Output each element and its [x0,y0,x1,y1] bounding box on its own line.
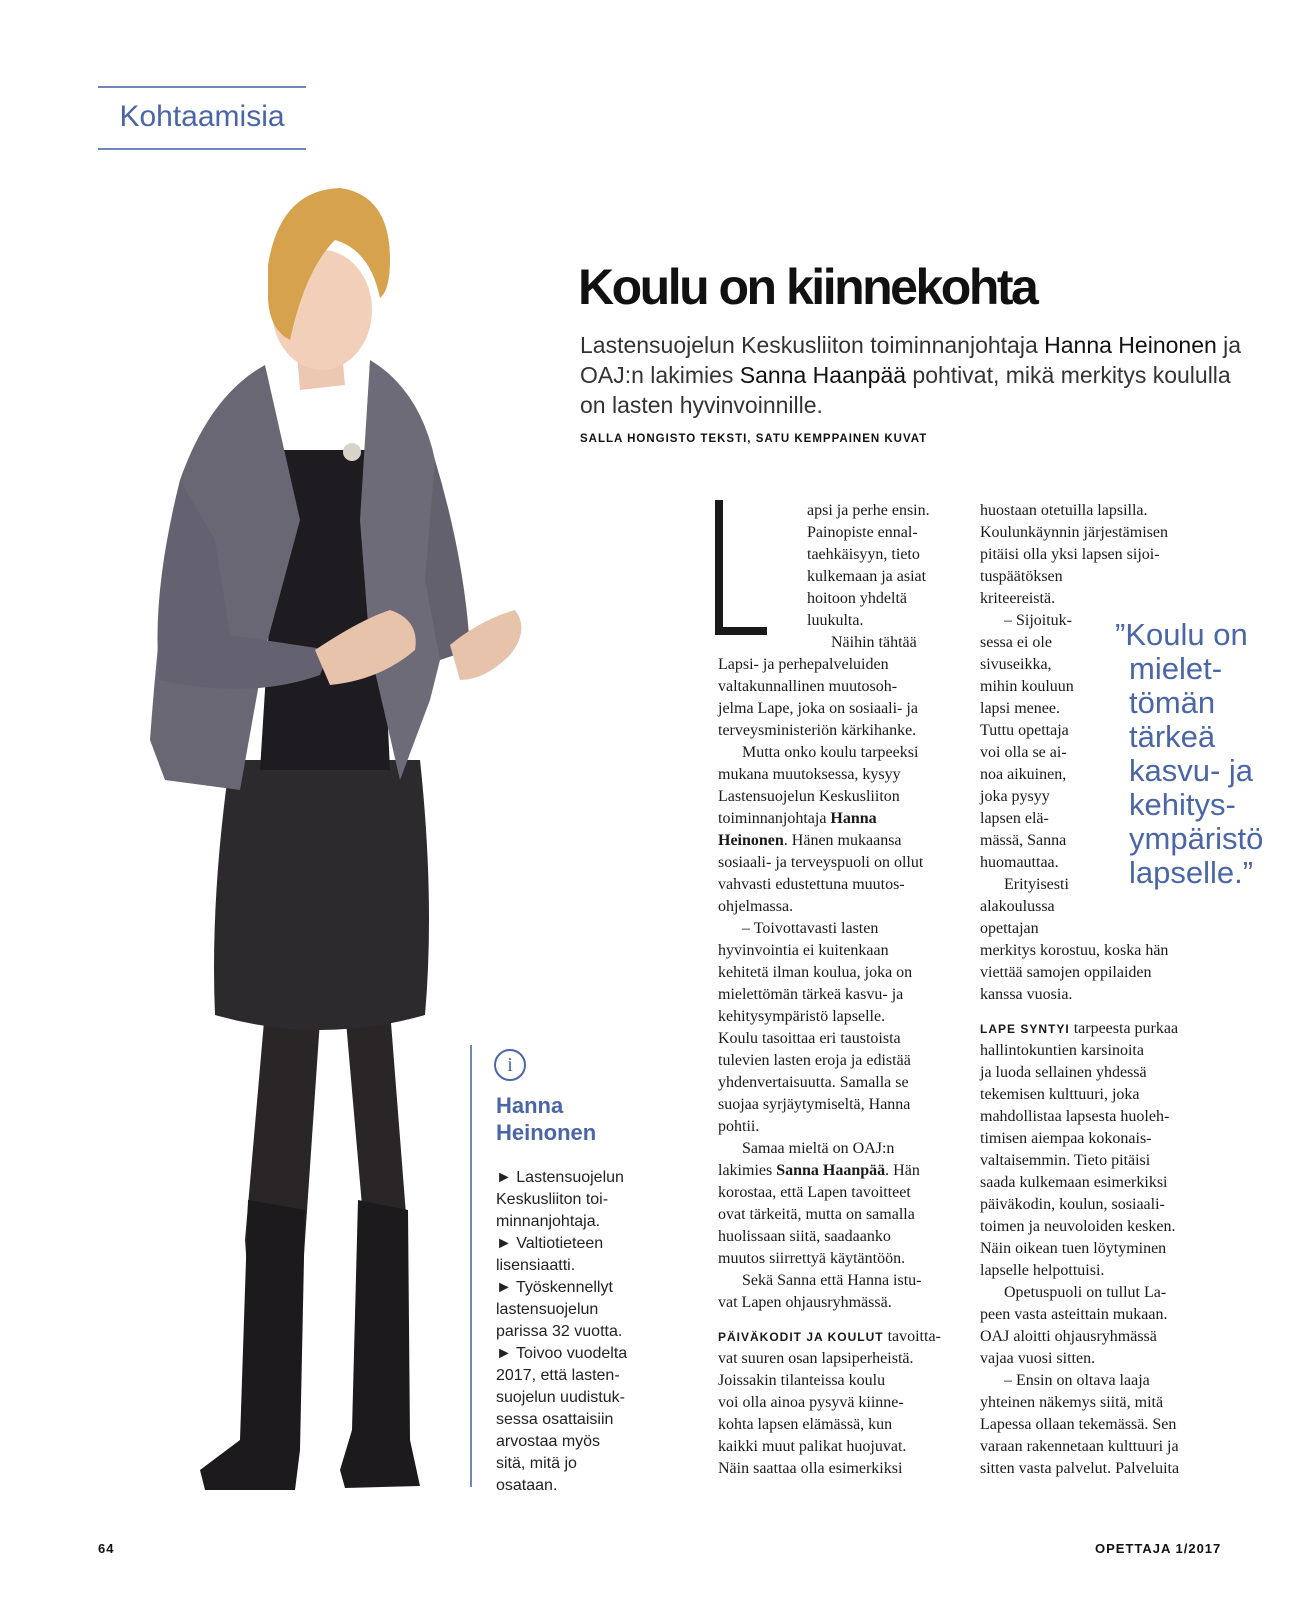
section-rule-bottom [98,148,306,150]
lead-paragraph: Lastensuojelun Keskusliiton toiminnanjohtaja Hanna Heinonen ja OAJ:n lakimies Sanna Haanpää pohtivat, mikä merkitys koululla on lasten hyvinvoinnille. [580,332,1242,418]
info-icon: i [494,1049,526,1081]
info-box-text: ► Lastensuojelun Keskusliiton toi- minnanjohtaja. ► Valtiotieteen lisensiaatti. ► Työskennellyt lastensuojelun parissa 32 vuotta. ► Toivoo vuodelta 2017, että lasten- suojelun uudistuk- sessa osattaisiin arvostaa myös sitä, mitä jo osataan. [496,1169,628,1494]
lead-name-heinonen: Hanna Heinonen [1044,332,1217,358]
subhead-kicker: PÄIVÄKODIT JA KOULUT [718,1330,884,1344]
magazine-issue: OPETTAJA 1/2017 [1095,1541,1222,1556]
section-rule-top [98,86,306,88]
article-column-1-dropcap: apsi ja perhe ensin. Painopiste ennal- taehkäisyyn, tieto kulkemaan ja asiat hoitoon yhdeltä luukulta. Näihin tähtää [807,502,930,651]
subhead-kicker: LAPE SYNTYI [980,1022,1070,1036]
info-box-name: Hanna Heinonen [496,1093,597,1145]
headline: Koulu on kiinnekohta [578,259,1037,315]
drop-cap-letter [715,500,723,635]
page-number: 64 [98,1541,115,1556]
drop-cap-letter-foot [715,627,767,635]
lead-name-haanpaa: Sanna Haanpää [739,362,907,388]
article-column-2: huostaan otetuilla lapsilla. Koulunkäynnin järjestämisen pitäisi olla yksi lapsen sijoi- tuspäätöksen kriteereistä. – Sijoituk- sessa ei ole sivuseikka, mihin kouluun lapsi menee. Tuttu opettaja voi olla se ai- noa aikuinen, joka pysyy lapsen elä- mässä, Sanna huomauttaa. Erityisesti alakoulussa opettajan merkitys korostuu, koska hän viettää samojen oppilaiden kanssa vuosia. LAPE SYNTYI tarpeesta purkaa hallintokuntien karsinoita ja luoda sellainen yhdessä tekemisen kulttuuri, joka mahdollistaa lapsesta huoleh- timisen aiempaa kokonais- valtaisemmin. Tieto pitäisi saada kulkemaan esimerkiksi päiväkodin, koulun, sosiaali- toimen ja neuvoloiden kesken. Näin oikean tuen löytyminen lapselle helpottuisi. Opetuspuoli on tullut La- peen vasta asteittain mukaan. OAJ aloitti ohjausryhmässä vajaa vuosi sitten. – Ensin on oltava laaja yhteinen näkemys siitä, mitä Lapessa ollaan tekemässä. Sen varaan rakennetaan kulttuuri ja sitten vasta palvelut. Palveluita [980,502,1180,1477]
pull-quote: ”Koulu on mielet- tömän tärkeä kasvu- ja kehitys- ympäristö lapselle.” [1115,617,1264,890]
portrait-photo [90,180,560,1525]
byline: SALLA HONGISTO TEKSTI, SATU KEMPPAINEN KUVAT [580,433,928,445]
section-label: Kohtaamisia [119,100,285,133]
info-box-rule [470,1045,472,1487]
article-column-1: Lapsi- ja perhepalveluiden valtakunnallinen muutosoh- jelma Lape, joka on sosiaali- ja terveysministeriön kärkihanke. Mutta onko koulu tarpeeksi mukana muutoksessa, kysyy Lastensuojelun Keskusliiton toiminnanjohtaja Hanna Heinonen. Hänen mukaansa sosiaali- ja terveyspuoli on ollut vahvasti edustettuna muutos- ohjelmassa. – Toivottavasti lasten hyvinvointia ei kuitenkaan kehitetä ilman koulua, joka on mielettömän tärkeä kasvu- ja kehitysympäristö lapselle. Koulu tasoittaa eri taustoista tulevien lasten eroja ja edistää yhdenvertaisuutta. Samalla se suojaa syrjäytymiseltä, Hanna pohtii. Samaa mieltä on OAJ:n lakimies Sanna Haanpää. Hän korostaa, että Lapen tavoitteet ovat tärkeitä, mutta on samalla huolissaan siitä, saadaanko muutos siirrettyä käytäntöön. Sekä Sanna että Hanna istu- vat Lapen ohjausryhmässä. PÄIVÄKODIT JA KOULUT tavoitta- vat suuren osan lapsiperheistä. Joissakin tilanteissa koulu voi olla ainoa pysyvä kiinne- kohta lapsen elämässä, kun kaikki muut palikat huojuvat. Näin saattaa olla esimerkiksi [718,656,941,1477]
